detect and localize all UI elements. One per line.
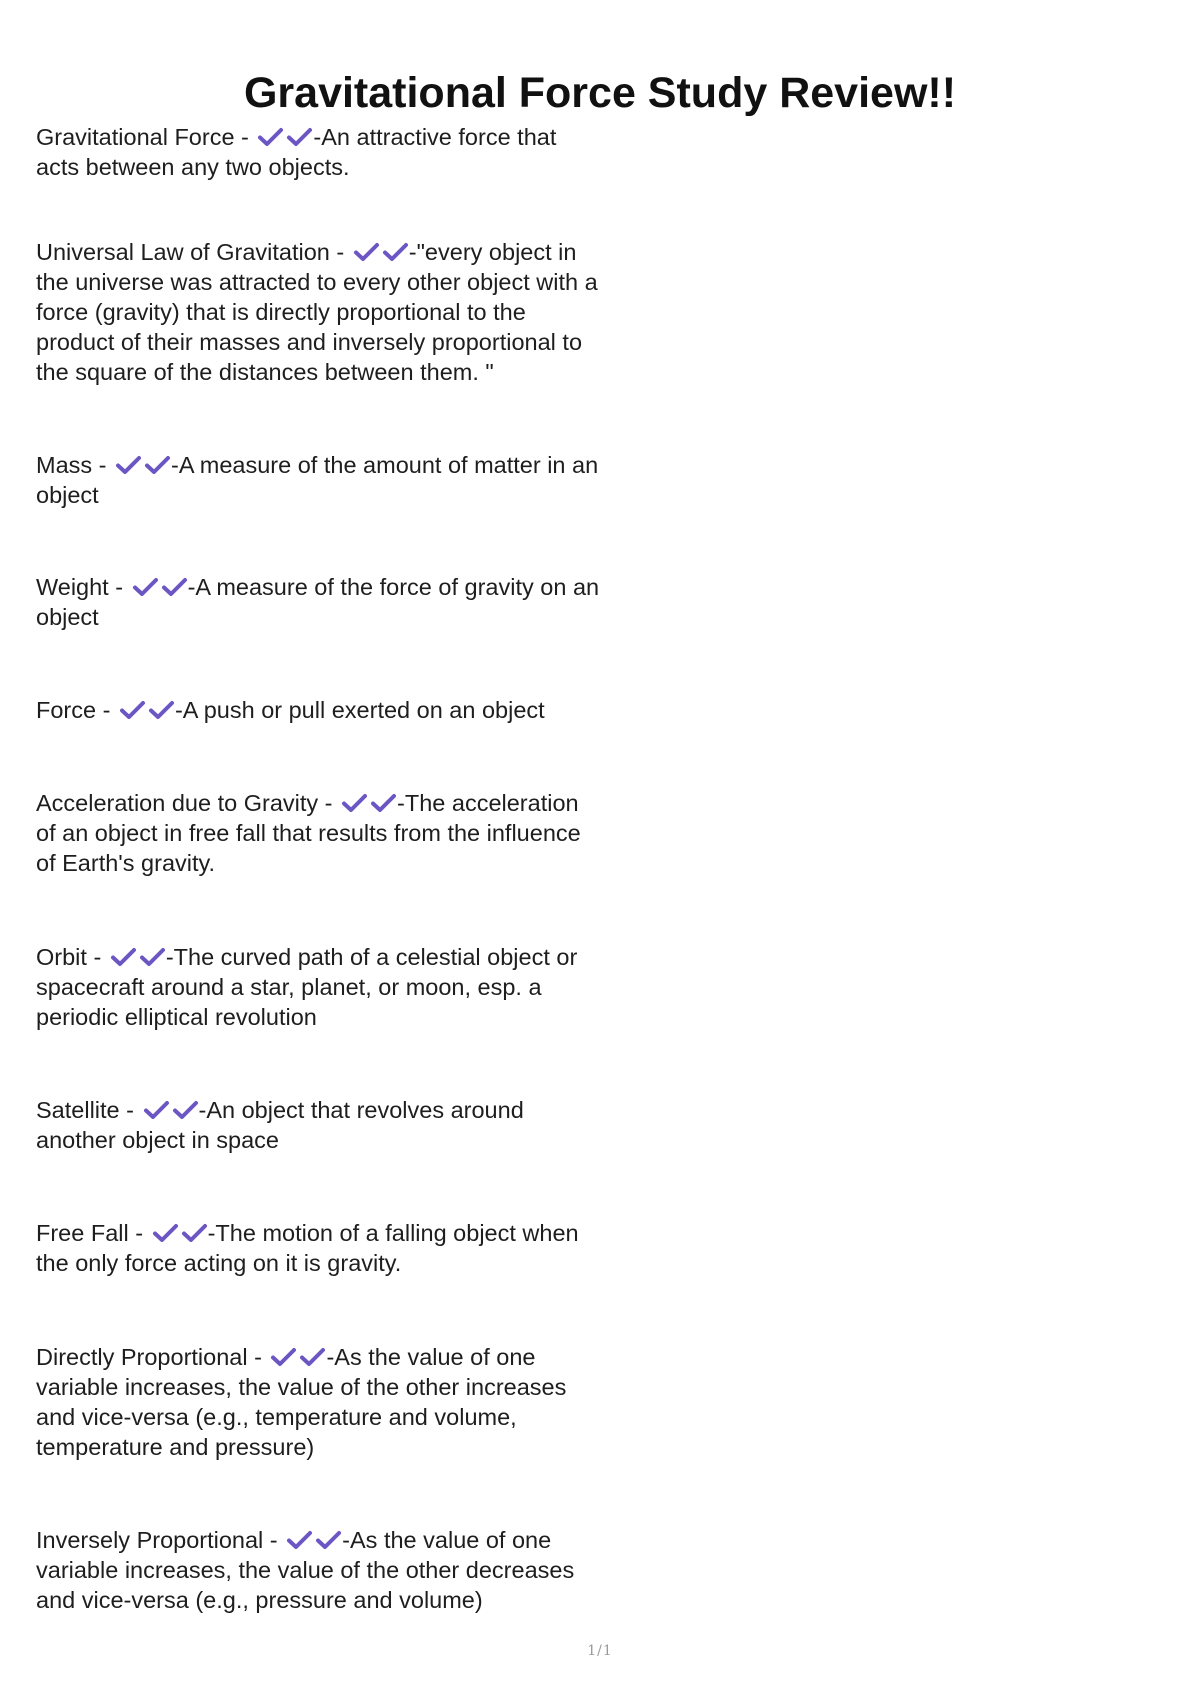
checkmark-icon — [353, 241, 380, 263]
entry-term: Satellite - — [36, 1097, 134, 1123]
glossary-entry — [36, 572, 601, 632]
entry-definition: -The acceleration of an object in free fall that results from the influence of Earth's gravity. — [36, 790, 581, 876]
glossary-entry — [36, 450, 601, 510]
checkmark-icon — [139, 946, 166, 968]
glossary-entry — [36, 122, 601, 182]
entry-definition: -A push or pull exerted on an object — [174, 697, 545, 723]
entry-term: Directly Proportional - — [36, 1344, 262, 1370]
entry-term: Inversely Proportional - — [36, 1527, 278, 1553]
checkmark-icon — [341, 792, 368, 814]
entry-term: Mass - — [36, 452, 107, 478]
checkmark-icon — [161, 576, 188, 598]
glossary-entry — [36, 1525, 601, 1615]
entry-term: Universal Law of Gravitation - — [36, 239, 345, 265]
checkmark-icon — [286, 126, 313, 148]
page-title: Gravitational Force Study Review!! — [243, 68, 957, 117]
checkmark-icon — [143, 1099, 170, 1121]
checkmark-icon — [144, 454, 171, 476]
entry-term: Weight - — [36, 574, 124, 600]
checkmark-icon — [181, 1222, 208, 1244]
checkmark-icon — [270, 1346, 297, 1368]
checkmark-icon — [172, 1099, 199, 1121]
checkmark-icon — [110, 946, 137, 968]
glossary-entry — [36, 237, 601, 387]
checkmark-icon — [115, 454, 142, 476]
entry-definition: -An object that revolves around another object in space — [36, 1097, 524, 1153]
page-indicator: 1/1 — [587, 1643, 613, 1659]
checkmark-icon — [286, 1529, 313, 1551]
glossary-entry — [36, 1342, 601, 1462]
checkmark-icon — [148, 699, 175, 721]
glossary-entry — [36, 695, 601, 725]
glossary-entry — [36, 788, 601, 878]
entry-definition: -A measure of the amount of matter in an object — [36, 452, 599, 508]
checkmark-icon — [132, 576, 159, 598]
checkmark-icon — [370, 792, 397, 814]
entry-definition: -As the value of one variable increases, the value of the other decreases and vice-versa (e.g., pressure and volume) — [36, 1527, 575, 1613]
entry-term: Gravitational Force - — [36, 124, 249, 150]
entry-definition: -The curved path of a celestial object or spacecraft around a star, planet, or moon, esp. a periodic elliptical revolution — [36, 944, 578, 1030]
entry-definition: -As the value of one variable increases, the value of the other increases and vice-versa (e.g., temperature and volume, temperature and pressure) — [36, 1344, 567, 1460]
checkmark-icon — [257, 126, 284, 148]
glossary-entry — [36, 942, 601, 1032]
checkmark-icon — [119, 699, 146, 721]
checkmark-icon — [382, 241, 409, 263]
entry-term: Force - — [36, 697, 111, 723]
glossary-entry — [36, 1095, 601, 1155]
entry-definition: -A measure of the force of gravity on an object — [36, 574, 600, 630]
entry-definition: -An attractive force that acts between any two objects. — [36, 124, 557, 180]
checkmark-icon — [315, 1529, 342, 1551]
checkmark-icon — [299, 1346, 326, 1368]
entry-definition: -"every object in the universe was attracted to every other object with a force (gravity) that is directly proportional to the product of their masses and inversely proportional to the square of the distances between them. " — [36, 239, 598, 385]
entry-definition: -The motion of a falling object when the only force acting on it is gravity. — [36, 1220, 579, 1276]
entry-term: Orbit - — [36, 944, 102, 970]
entry-term: Free Fall - — [36, 1220, 144, 1246]
glossary-entry — [36, 1218, 601, 1278]
entry-term: Acceleration due to Gravity - — [36, 790, 333, 816]
checkmark-icon — [152, 1222, 179, 1244]
